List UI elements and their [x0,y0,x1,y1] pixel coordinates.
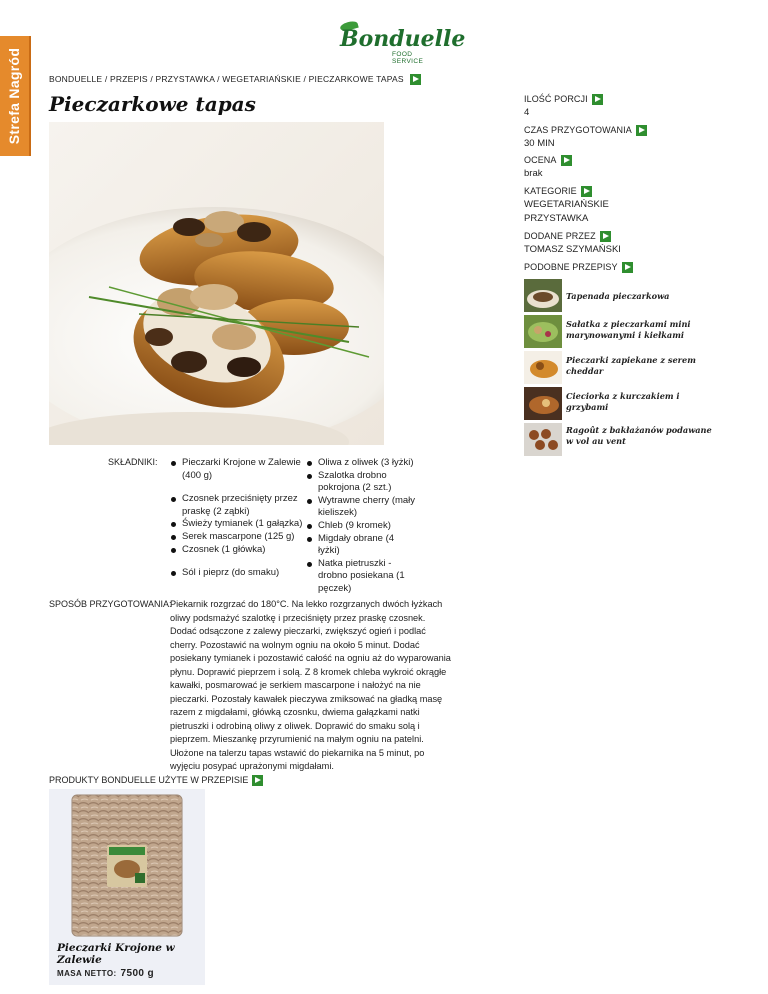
product-weight-label: MASA NETTO: [57,969,117,978]
bonduelle-logo[interactable] [338,24,466,65]
product-name[interactable]: Pieczarki Krojone w Zalewie [57,942,175,966]
category-label: KATEGORIE [524,186,577,196]
added-by-label: DODANE PRZEZ [524,231,596,241]
list-item: Wytrawne cherry (mały kieliszek) [306,495,418,520]
breadcrumb-item-home[interactable]: BONDUELLE [49,74,103,84]
breadcrumb: BONDUELLE / PRZEPIS / PRZYSTAWKA / WEGETARIAŃSKIE / PIECZARKOWE TAPAS [49,74,421,85]
rating-value: brak [524,168,543,180]
similar-recipes-label: PODOBNE PRZEPISY [524,262,618,272]
recipe-photo [49,122,384,445]
side-tab-rewards[interactable] [0,36,31,156]
similar-recipe-item[interactable] [524,315,714,349]
servings-info [524,94,603,119]
time-value: 30 MIN [524,138,555,150]
similar-recipe-item[interactable] [524,387,714,421]
logo-subtitle: FOOD SERVICE [392,51,424,65]
list-item: Natka pietruszki - drobno posiekana (1 pęczek) [306,558,418,596]
added-by-info [524,231,621,256]
list-item: Czosnek przeciśnięty przez praskę (2 ząbki) [170,493,308,518]
arrow-right-icon[interactable] [636,125,647,136]
similar-recipe-item[interactable] [524,423,714,457]
method-text: Piekarnik rozgrzać do 180°C. Na lekko rozgrzanych dwóch łyżkach oliwy podsmażyć szalotkę i przeciśnięty przez praskę czosnek. Dodać odsączone z zalewy pieczarki, zwiększyć ogień i podlać cherry. Pozostawić na wolnym ogniu na około 5 minut. Dodać posiekany tymianek i pozostawić całość na ogniu aż do wyparowania płynu. Doprawić pieprzem i solą. Z 8 kromek chleba wykroić okrągłe kawałki, posmarować je serkiem mascarpone i nałożyć na nie pieczarki. Pozostały kawałek pieczywa zmiksować na gładką masę razem z migdałami, główką czosnku, dwiema gałązkami natki pietruszki i odrobiną oliwy z oliwek. Doprawić do smaku solą i pieprzem. Mieszankę przyrumienić na małym ogniu na patelni. Ułożone na talerzu tapas wstawić do piekarnika na 5 minut, po wyjęciu posypać uprażonymi migdałami. [170,599,451,771]
list-item: Pieczarki Krojone w Zalewie (400 g) [170,457,308,482]
list-item: Czosnek (1 główka) [170,544,308,557]
category-info [524,186,609,225]
list-item: Świeży tymianek (1 gałązka) [170,518,308,531]
rating-label: OCENA [524,155,557,165]
rating-info [524,155,572,180]
breadcrumb-item-current: PIECZARKOWE TAPAS [308,74,404,84]
category-value-1[interactable]: WEGETARIAŃSKIE [524,199,609,211]
arrow-right-icon[interactable] [561,155,572,166]
breadcrumb-item-recipe[interactable]: PRZEPIS [109,74,148,84]
list-item: Sól i pieprz (do smaku) [170,567,308,580]
logo-brand: Bonduelle [340,26,466,52]
arrow-right-icon[interactable] [410,74,421,85]
similar-recipe-thumbnail [524,315,562,348]
product-card[interactable] [49,789,205,985]
similar-recipes-header [524,262,633,273]
list-item: Oliwa z oliwek (3 łyżki) [306,457,418,470]
similar-recipe-name[interactable]: Ragoût z bakłażanów podawane w vol au vent [566,425,712,446]
category-value-2[interactable]: PRZYSTAWKA [524,213,589,225]
similar-recipe-name[interactable]: Sałatka z pieczarkami mini marynowanymi i kiełkami [566,319,691,340]
product-image [69,793,185,938]
similar-recipe-thumbnail [524,279,562,312]
list-item: Migdały obrane (4 łyżki) [306,533,418,558]
time-info [524,125,647,150]
product-weight-value: 7500 g [120,968,155,979]
page-title: Pieczarkowe tapas [49,92,256,116]
servings-label: ILOŚĆ PORCJI [524,94,588,104]
breadcrumb-item-category[interactable]: PRZYSTAWKA [155,74,215,84]
added-by-value[interactable]: TOMASZ SZYMAŃSKI [524,244,621,256]
servings-value: 4 [524,107,530,119]
arrow-right-icon[interactable] [600,231,611,242]
side-tab-label: Strefa Nagród [6,47,23,145]
list-item: Chleb (9 kromek) [306,520,418,533]
similar-recipe-item[interactable] [524,351,714,385]
products-label: PRODUKTY BONDUELLE UŻYTE W PRZEPISIE [49,775,263,786]
similar-recipe-name[interactable]: Pieczarki zapiekane z serem cheddar [566,355,696,376]
ingredients-list-right [306,457,418,596]
ingredients-list-left [170,457,308,580]
similar-recipe-thumbnail [524,423,562,456]
arrow-right-icon[interactable] [592,94,603,105]
arrow-right-icon[interactable] [252,775,263,786]
similar-recipe-item[interactable] [524,279,714,313]
product-weight [57,968,154,979]
time-label: CZAS PRZYGOTOWANIA [524,125,632,135]
ingredients-label: SKŁADNIKI: [108,457,158,467]
similar-recipe-thumbnail [524,387,562,420]
breadcrumb-item-subcategory[interactable]: WEGETARIAŃSKIE [222,74,301,84]
similar-recipe-name[interactable]: Cieciorka z kurczakiem i grzybami [566,391,680,412]
list-item: Serek mascarpone (125 g) [170,531,308,544]
method-label: SPOSÓB PRZYGOTOWANIA: [49,599,172,609]
arrow-right-icon[interactable] [622,262,633,273]
arrow-right-icon[interactable] [581,186,592,197]
similar-recipe-name[interactable]: Tapenada pieczarkowa [566,291,670,301]
list-item: Szalotka drobno pokrojona (2 szt.) [306,470,418,495]
similar-recipe-thumbnail [524,351,562,384]
